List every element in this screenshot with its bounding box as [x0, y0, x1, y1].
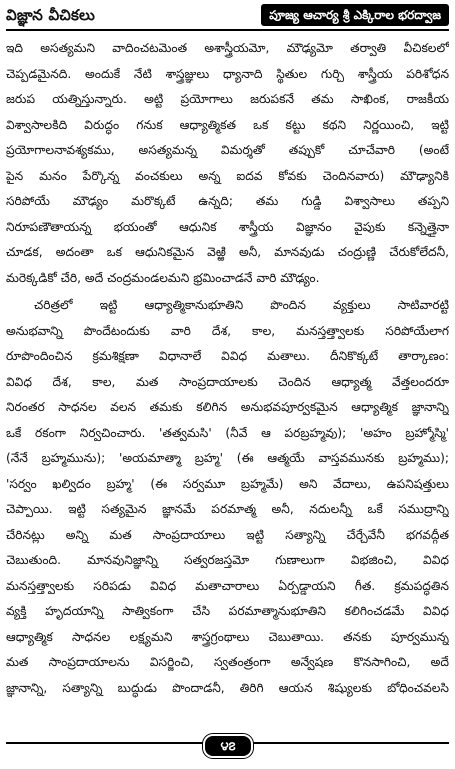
page-number: ౪౭: [203, 734, 253, 758]
text-line: విశ్వాసాలకిది విరుద్ధం గనుక ఆధ్యాత్మికత ఒక కట్టు కథని నిర్ణయించి, ఇట్టి: [6, 117, 449, 132]
text-line: జ్ఞానాన్ని, సత్యాన్ని బుద్ధుడు పొందాడనీ, తిరిగి ఆయన శిష్యులకు బోధించవలసి: [6, 680, 449, 695]
text-line: వ్యక్తి హృదయాన్ని సాత్వికంగా చేసి పరమాత్మానుభూతిని కలిగించడమే వివిధ: [6, 604, 449, 618]
text-line: చూడక, అదంతా ఒక ఆధునికమైన వెఱ్ఱి అనీ, మానవుడు చంద్రుణ్ణి చేరుకోలేదనీ,: [6, 245, 449, 259]
book-title: విజ్ఞాన వీచికలు: [6, 6, 96, 24]
text-line: చరిత్రలో ఇట్టి ఆధ్యాత్మికానుభూతిని పొందిన వ్యక్తులు సాటివారట్టి: [34, 298, 449, 312]
text-line: చేరినట్లు అన్ని మత సాంప్రదాయాలు ఇట్టి సత్యాన్ని చేర్చేవేనీ భగవద్గీత: [6, 527, 449, 542]
text-line: ఇది అసత్యమని వాదించటమెంత అశాస్త్రీయమో, మౌఢ్యమో తర్వాతి వీచికలలో: [6, 41, 449, 55]
text-line: జరుప యత్నిస్తున్నారు. అట్టి ప్రయోగాలు జరుపకనే తమ సాఖింక, రాజకీయ: [6, 92, 449, 106]
paragraph-2: [6, 293, 449, 701]
text-line: చెబుతుంది. మానవునిజ్ఞాన్ని సత్వరజస్తమో గుణాలుగా విభజించి, వివిధ: [6, 553, 449, 567]
text-line: రూపొందించిన క్రమశిక్షణా విధానాలే వివిధ మతాలు. దీనికొక్కటే తార్కాణం:: [6, 349, 449, 363]
text-line: ఒకే రకంగా నిర్వచించారు. 'తత్వమసి' (నీవే ఆ పరబ్రహ్మవు); 'అహం బ్రహ్మోస్మి': [6, 425, 449, 440]
text-line: ఆధ్యాత్మిక సాధనల లక్ష్యమని శాస్త్రగ్రంథాలు చెబుతాయి. తనకు పూర్వమున్న: [6, 629, 449, 644]
text-line: చెప్పడమైనది. అందుకే నేటి శాస్త్రజ్ఞులు ధ్యానాది స్థితుల గుర్చి శాస్త్రీయ పరిశోధన: [6, 66, 449, 81]
paragraph-1: [6, 36, 449, 291]
text-line: చెప్పాయి. ఇట్టి సత్యమైన జ్ఞానమే పరమాత్మ అనీ, నదులన్నీ ఒకే సముద్రాన్ని: [6, 502, 449, 516]
text-line: (నేనే బ్రహ్మమును); 'అయమాత్మా బ్రహ్మ' (ఈ ఆత్మయే వాస్తవమునకు బ్రహ్మము);: [6, 451, 449, 465]
text-line: మత సాంప్రదాయాలను విసర్జించి, స్వతంత్రంగా అన్వేషణ కొనసాగించి, అదే: [6, 655, 449, 669]
text-line: నిరూపణౌతాయన్న భయంతో ఆధునిక శాస్త్రీయ విజ్ఞానం వైపుకు కన్నెత్తైనా: [6, 219, 449, 234]
text-line: మనస్తత్త్వాలకు సరిపడు వివిధ మతాచారాలు ఏర్పడ్డాయని గీత. క్రమపద్ధతిన: [6, 578, 449, 593]
text-line: సరిపోయే మౌఢ్యం మరొక్కటే ఉన్నది; తమ గుడ్డి విశ్వాసాలు తప్పని: [6, 194, 449, 208]
author-banner: పూజ్య ఆచార్య శ్రీ ఎక్కిరాల భరద్వాజ: [261, 4, 449, 26]
text-line: పైన మనం పేర్కొన్న వంచకులు అన్న ఐదవ కోవకు చెందినవారు) మౌఢ్యానికి: [6, 168, 449, 183]
page-header: [6, 4, 449, 28]
header-divider: [6, 29, 449, 31]
text-line: అనుభవాన్ని పొందేటందుకు వారి దేశ, కాల, మనస్తత్త్వాలకు సరిపోయేలాగ: [6, 323, 449, 338]
text-line: నిరంతర సాధనల వలన తమకు కలిగిన అనుభవపూర్వకమైన ఆధ్యాత్మిక జ్ఞానాన్ని: [6, 400, 449, 414]
page-body: [6, 36, 449, 701]
text-line: ప్రయోగాలనావశ్యకము, అసత్యమన్న విమర్శతో తప్పుకో చూచేవారి (అంటే: [6, 143, 449, 157]
text-line: మరెక్కడికో చేరి, అదే చంద్రమండలమని భ్రమించాడనే వారి మౌఢ్యం.: [6, 270, 320, 285]
text-line: 'సర్వం ఖల్విదం బ్రహ్మ' (ఈ సర్వమూ బ్రహ్మమే) అని వేదాలు, ఉపనిషత్తులు: [6, 476, 449, 491]
text-line: వివిధ దేశ, కాల, మత సాంప్రదాయాలకు చెందిన ఆధ్యాత్మ వేత్తలందరూ: [6, 374, 449, 389]
